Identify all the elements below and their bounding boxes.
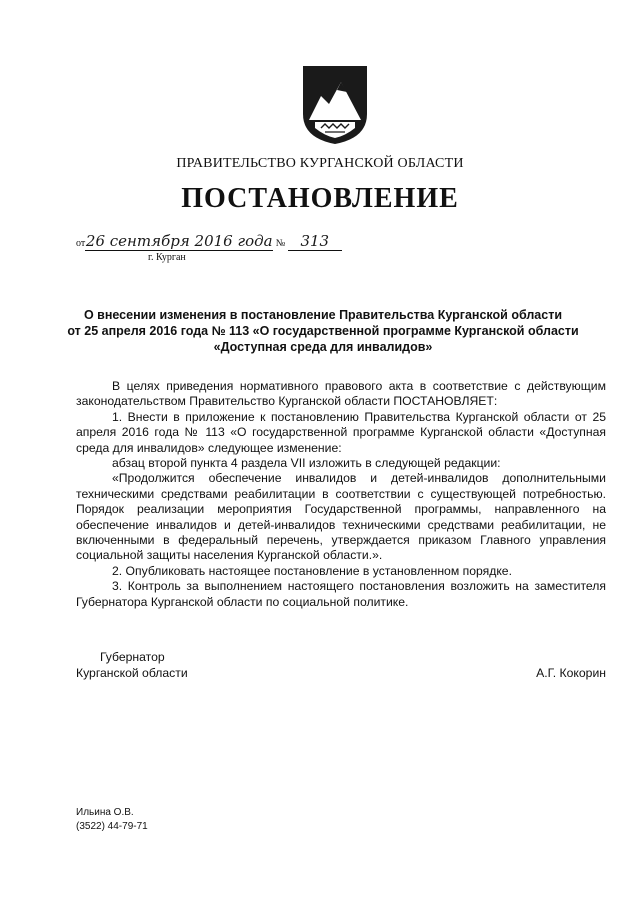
handwritten-number: 313 bbox=[288, 232, 342, 251]
executor-name: Ильина О.В. bbox=[76, 807, 134, 818]
document-subject bbox=[60, 307, 586, 355]
organization-name: ПРАВИТЕЛЬСТВО КУРГАНСКОЙ ОБЛАСТИ bbox=[176, 156, 464, 171]
subject-line: от 25 апреля 2016 года № 113 «О государственной программе Курганской области bbox=[67, 324, 579, 338]
body-paragraph: В целях приведения нормативного правового акта в соответствие с действующим законодательством Правительство Курганской области ПОСТАНОВЛЯЕТ: bbox=[76, 379, 606, 409]
document-type-title: ПОСТАНОВЛЕНИЕ bbox=[181, 183, 459, 214]
date-number-line bbox=[76, 232, 342, 251]
subject-line: «Доступная среда для инвалидов» bbox=[213, 340, 433, 354]
number-prefix: № bbox=[275, 238, 286, 249]
document-body bbox=[76, 379, 606, 610]
city-label: г. Курган bbox=[148, 252, 186, 263]
body-paragraph: 1. Внести в приложение к постановлению Правительства Курганской области от 25 апреля 2016 года № 113 «О государственной программе Курганской области «Доступная среда для инвалидов» следующее изменение: bbox=[76, 409, 606, 455]
body-paragraph: 3. Контроль за выполнением настоящего постановления возложить на заместителя Губернатора Курганской области по социальной политике. bbox=[76, 579, 606, 609]
executor-contact bbox=[76, 806, 148, 834]
body-paragraph: 2. Опубликовать настоящее постановление в установленном порядке. bbox=[112, 563, 512, 578]
signatory-title-line: Курганской области bbox=[76, 666, 188, 680]
body-paragraph: абзац второй пункта 4 раздела VII изложить в следующей редакции: bbox=[112, 456, 501, 471]
signatory-title bbox=[76, 649, 188, 681]
executor-phone: (3522) 44-79-71 bbox=[76, 821, 148, 832]
signatory-title-line: Губернатор bbox=[100, 650, 165, 664]
subject-line: О внесении изменения в постановление Правительства Курганской области bbox=[83, 308, 563, 322]
signatory-name: А.Г. Кокорин bbox=[536, 666, 606, 680]
handwritten-date: 26 сентября 2016 года bbox=[85, 232, 273, 250]
body-paragraph: «Продолжится обеспечение инвалидов и детей-инвалидов дополнительными техническими средствами реабилитации в соответствии с существующей потребностью. Порядок реализации мероприятия Государственной программы, направленного на обеспечение инвалидов и детей-инвалидов техническими средствами реабилитации, не включенными в федеральный перечень, утверждается приказом Главного управления социальной защиты населения Курганской области.». bbox=[76, 471, 606, 563]
coat-of-arms-emblem bbox=[299, 62, 371, 146]
date-prefix: от bbox=[76, 238, 86, 249]
